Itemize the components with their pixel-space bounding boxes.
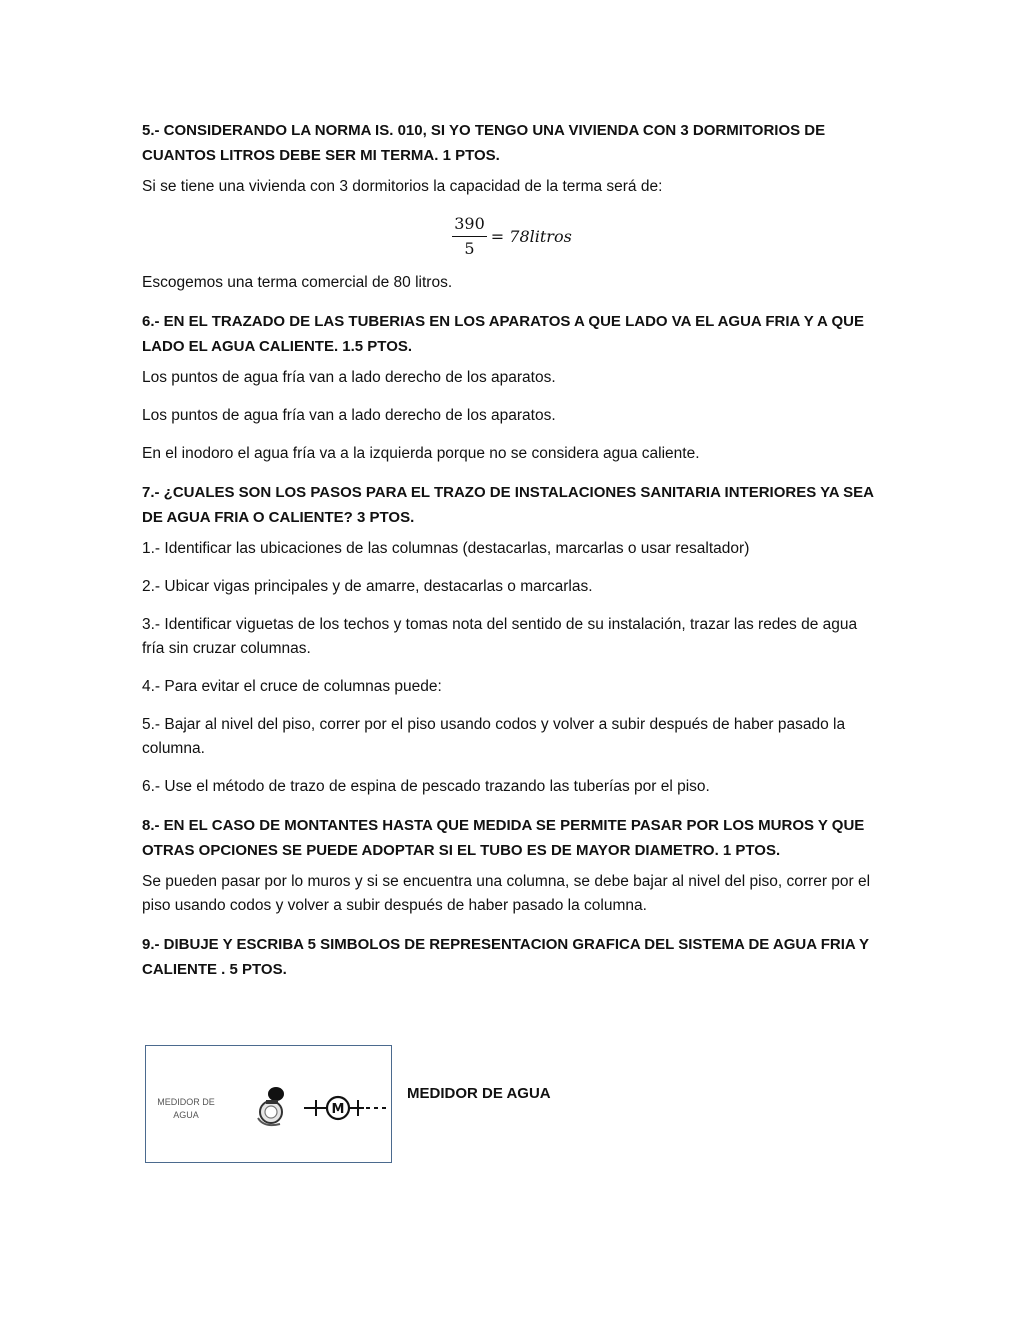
question-9-title: 9.- DIBUJE Y ESCRIBA 5 SIMBOLOS DE REPRESENTACION GRAFICA DEL SISTEMA DE AGUA FRIA Y CALIENTE . 5 PTOS. xyxy=(142,936,869,978)
meter-symbol-letter: M xyxy=(331,1102,345,1117)
symbol-box-label-line2: AGUA xyxy=(173,1110,199,1120)
water-meter-symbol-box xyxy=(145,1045,392,1163)
question-7-step: 5.- Bajar al nivel del piso, correr por el piso usando codos y volver a subir después de haber pasado la columna. xyxy=(142,716,846,757)
question-8-answer: Se pueden pasar por lo muros y si se encuentra una columna, se debe bajar al nivel del piso, correr por el piso usando codos y volver a subir después de haber pasado la columna. xyxy=(142,873,871,914)
question-7-step: 4.- Para evitar el cruce de columnas puede: xyxy=(142,678,442,695)
symbol-caption: MEDIDOR DE AGUA xyxy=(407,1085,551,1102)
formula-fraction xyxy=(452,214,487,259)
formula-denominator: 5 xyxy=(464,238,475,258)
water-meter-symbol-icon xyxy=(304,1094,386,1122)
question-7-step: 1.- Identificar las ubicaciones de las columnas (destacarlas, marcarlas o usar resaltador) xyxy=(142,540,750,557)
question-7-step: 3.- Identificar viguetas de los techos y tomas nota del sentido de su instalación, trazar las redes de agua fría sin cruzar columnas. xyxy=(142,616,858,657)
question-6-title: 6.- EN EL TRAZADO DE LAS TUBERIAS EN LOS APARATOS A QUE LADO VA EL AGUA FRIA Y A QUE LADO EL AGUA CALIENTE. 1.5 PTOS. xyxy=(142,313,864,355)
formula-result xyxy=(491,227,572,246)
formula-value: 78litros xyxy=(509,226,572,246)
symbol-row-water-meter xyxy=(145,1045,885,1165)
question-7-title: 7.- ¿CUALES SON LOS PASOS PARA EL TRAZO DE INSTALACIONES SANITARIA INTERIORES YA SEA DE AGUA FRIA O CALIENTE? 3 PTOS. xyxy=(142,484,874,526)
formula-equals: = xyxy=(490,226,505,246)
water-meter-icon xyxy=(254,1084,294,1130)
question-5-conclusion: Escogemos una terma comercial de 80 litros. xyxy=(142,274,453,291)
formula-numerator: 390 xyxy=(452,214,487,237)
symbol-box-label xyxy=(156,1096,216,1122)
question-6-answer: Los puntos de agua fría van a lado derecho de los aparatos. xyxy=(142,407,556,424)
question-6-answer: Los puntos de agua fría van a lado derecho de los aparatos. xyxy=(142,369,556,386)
question-6-answer: En el inodoro el agua fría va a la izquierda porque no se considera agua caliente. xyxy=(142,445,700,462)
question-5-intro: Si se tiene una vivienda con 3 dormitorios la capacidad de la terma será de: xyxy=(142,178,663,195)
question-5-title: 5.- CONSIDERANDO LA NORMA IS. 010, SI YO TENGO UNA VIVIENDA CON 3 DORMITORIOS DE CUANTOS LITROS DEBE SER MI TERMA. 1 PTOS. xyxy=(142,122,826,164)
symbol-box-label-line1: MEDIDOR DE xyxy=(157,1097,215,1107)
question-7-step: 6.- Use el método de trazo de espina de pescado trazando las tuberías por el piso. xyxy=(142,778,710,795)
question-8-title: 8.- EN EL CASO DE MONTANTES HASTA QUE MEDIDA SE PERMITE PASAR POR LOS MUROS Y QUE OTRAS OPCIONES SE PUEDE ADOPTAR SI EL TUBO ES DE MAYOR DIAMETRO. 1 PTOS. xyxy=(142,817,865,859)
question-7-step: 2.- Ubicar vigas principales y de amarre, destacarlas o marcarlas. xyxy=(142,578,593,595)
capacity-formula xyxy=(142,211,882,261)
document-page xyxy=(142,118,882,989)
